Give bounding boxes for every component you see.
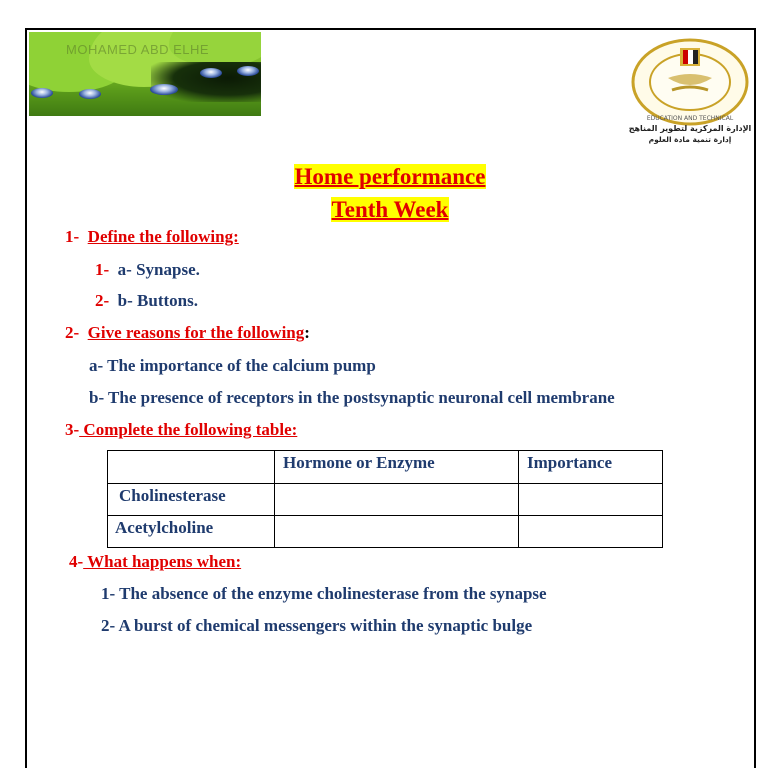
water-drop: [31, 88, 53, 98]
table-header-cell: Importance: [519, 451, 663, 484]
section-number: 2-: [65, 323, 80, 342]
list-item: [95, 290, 198, 312]
ministry-seal-icon: [630, 38, 750, 128]
page-title-text: Home performance: [294, 164, 486, 189]
table-row: [108, 516, 663, 548]
water-drop: [79, 89, 101, 99]
table-cell: Acetylcholine: [108, 516, 275, 548]
table-header-row: [108, 451, 663, 484]
water-drop: [150, 84, 178, 95]
section-heading-text: What happens when:: [83, 552, 242, 571]
logo-arabic-line-2: إدارة تنمية مادة العلوم: [648, 135, 732, 144]
ministry-logo: [630, 38, 750, 150]
table-cell-blank[interactable]: [519, 516, 663, 548]
section-4-heading: [69, 551, 241, 573]
completion-table: [107, 450, 663, 548]
page-subtitle: [0, 196, 780, 224]
heading-colon: :: [304, 323, 310, 342]
leaf-banner-image: [29, 32, 261, 116]
section-number: 3-: [65, 420, 80, 439]
table-header-cell: [108, 451, 275, 484]
table-header-cell: Hormone or Enzyme: [275, 451, 519, 484]
section-number: 4-: [69, 552, 84, 571]
page-title: [0, 163, 780, 191]
table-row: [108, 484, 663, 516]
item-number: 1-: [95, 260, 110, 279]
section-2-heading: [65, 322, 310, 344]
table-cell-blank[interactable]: [275, 484, 519, 516]
table-cell-blank[interactable]: [519, 484, 663, 516]
page-subtitle-text: Tenth Week: [331, 197, 449, 222]
list-item: [95, 259, 200, 281]
logo-arabic-line-1: الإدارة المركزية لتطوير المناهج: [628, 124, 752, 133]
section-3-heading: [65, 419, 297, 441]
item-text: b- Buttons.: [117, 291, 198, 310]
item-number: 2-: [95, 291, 110, 310]
list-item: 2- A burst of chemical messengers within the synaptic bulge: [101, 616, 533, 635]
water-drop: [237, 66, 259, 76]
section-heading-text: Give reasons for the following: [87, 323, 305, 342]
section-heading-text: Define the following:: [87, 227, 239, 246]
water-drop: [200, 68, 222, 78]
table-cell-blank[interactable]: [275, 516, 519, 548]
table-cell: Cholinesterase: [108, 484, 275, 516]
item-text: a- Synapse.: [117, 260, 200, 279]
section-number: 1-: [65, 227, 80, 246]
section-heading-text: Complete the following table:: [79, 420, 298, 439]
list-item: b- The presence of receptors in the postsynaptic neuronal cell membrane: [89, 388, 615, 407]
svg-text:EDUCATION AND TECHNICAL: EDUCATION AND TECHNICAL: [646, 115, 734, 122]
banner-watermark: MOHAMED ABD ELHE: [66, 42, 210, 57]
list-item: 1- The absence of the enzyme cholinesterase from the synapse: [101, 584, 547, 603]
section-1-heading: [65, 226, 239, 248]
list-item: a- The importance of the calcium pump: [89, 356, 376, 375]
